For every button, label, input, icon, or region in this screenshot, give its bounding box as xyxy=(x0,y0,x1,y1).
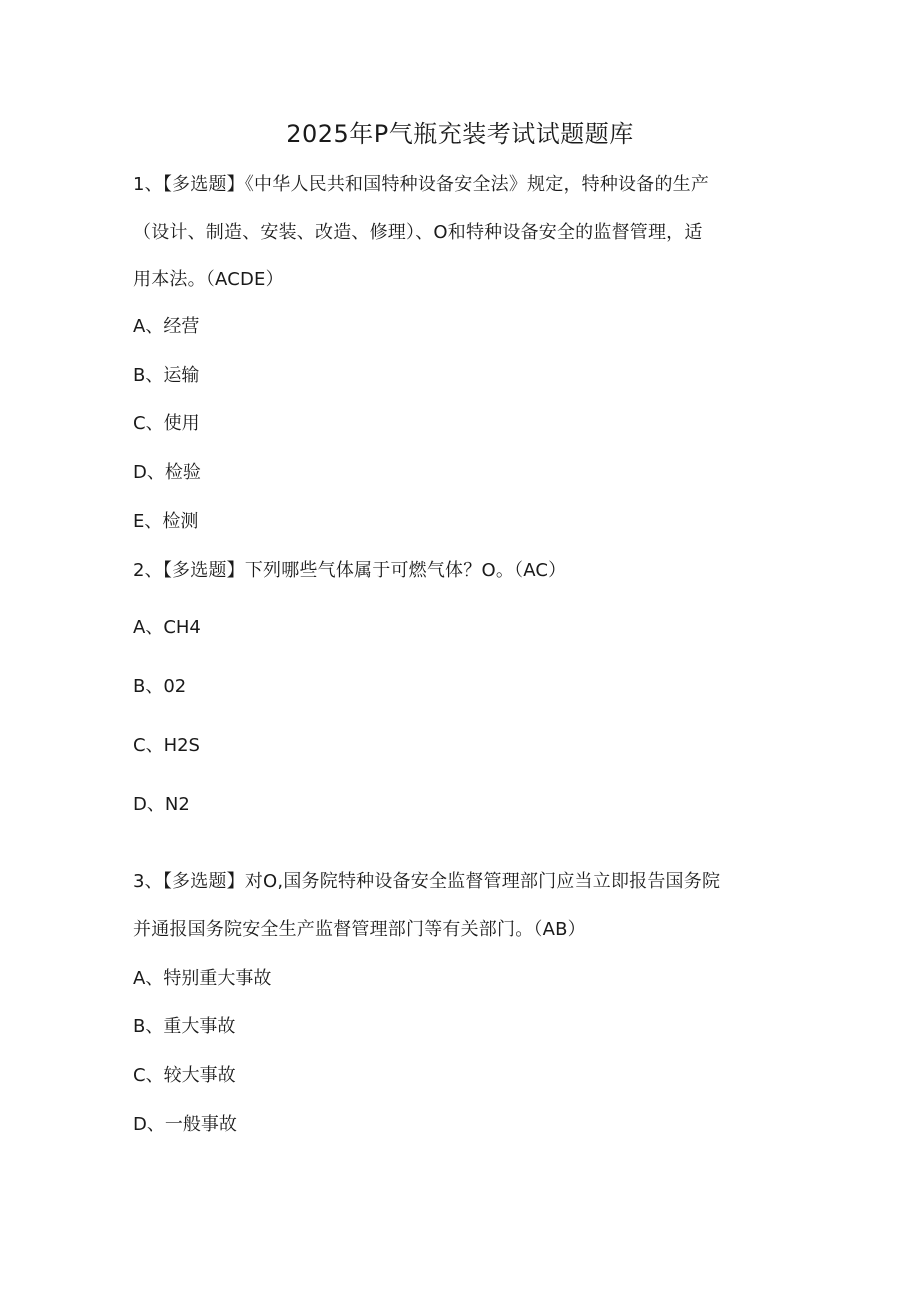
question-3-line-2: 并通报国务院安全生产监督管理部门等有关部门。（AB） xyxy=(133,919,586,940)
question-2-option-b: B、02 xyxy=(133,676,187,697)
question-1-line-2: （设计、制造、安装、改造、修理）、O和特种设备安全的监督管理，适 xyxy=(133,222,703,243)
question-3-option-a: A、特别重大事故 xyxy=(133,968,272,989)
question-2-option-d: D、N2 xyxy=(133,794,190,815)
question-1-line-3: 用本法。（ACDE） xyxy=(133,269,284,290)
document-title: 2025年P气瓶充装考试试题题库 xyxy=(286,120,634,148)
question-1-option-e: E、检测 xyxy=(133,511,199,532)
question-1-line-1: 1、【多选题】《中华人民共和国特种设备安全法》规定，特种设备的生产 xyxy=(133,174,710,195)
question-3-option-b: B、重大事故 xyxy=(133,1016,236,1037)
question-3-line-1: 3、【多选题】对O,国务院特种设备安全监督管理部门应当立即报告国务院 xyxy=(133,871,721,892)
question-2-option-a: A、CH4 xyxy=(133,617,201,638)
question-2-line-1: 2、【多选题】下列哪些气体属于可燃气体？O。（AC） xyxy=(133,560,567,581)
question-3-option-c: C、较大事故 xyxy=(133,1065,236,1086)
question-1-option-a: A、经营 xyxy=(133,316,200,337)
question-2-option-c: C、H2S xyxy=(133,735,200,756)
question-1-option-b: B、运输 xyxy=(133,365,200,386)
question-1-option-d: D、检验 xyxy=(133,462,201,483)
question-1-option-c: C、使用 xyxy=(133,413,200,434)
question-3-option-d: D、一般事故 xyxy=(133,1114,237,1135)
